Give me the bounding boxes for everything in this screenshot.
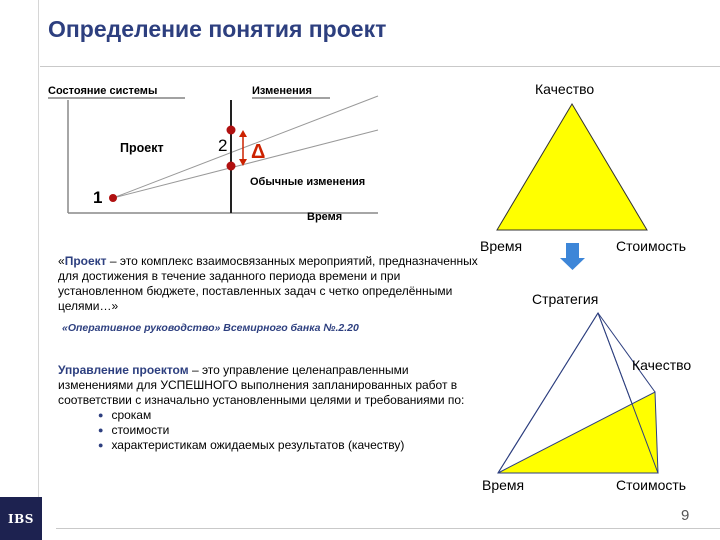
page-number: 9 (681, 507, 690, 524)
strategy-time-label: Время (482, 477, 525, 493)
pm-bullet-cost: ● стоимости (98, 423, 478, 438)
delta-label: Δ (251, 141, 266, 163)
definition-open-quote: « (58, 254, 65, 268)
pm-bullet-quality: ● характеристикам ожидаемых результатов (качеству) (98, 438, 478, 453)
point-1-label: 1 (93, 188, 103, 207)
definition-text: – это комплекс взаимосвязанных мероприятий, предназначенных для достижения в течение заданного периода времени и при установленном бюджете, поставленных задач с четко определёнными целями…» (58, 254, 478, 313)
point-2-label: 2 (218, 136, 228, 155)
pm-paragraph (58, 363, 478, 408)
triangle-top-label: Качество (535, 81, 595, 97)
project-triangle (497, 104, 647, 230)
triangle-left-label: Время (480, 238, 523, 254)
ibs-logo: IBS (0, 497, 42, 540)
strategy-face (498, 392, 658, 473)
project-definition (58, 254, 478, 314)
pm-bullet-deadlines: ● срокам (98, 408, 478, 423)
strategy-label: Стратегия (532, 291, 599, 307)
definition-term: Проект (64, 254, 107, 268)
y-axis-label: Состояние системы (48, 85, 158, 97)
triangle-right-label: Стоимость (616, 238, 687, 254)
pm-text: – это управление целенаправленными изменениями для УСПЕШНОГО выполнения запланированных работ в соответствии с изначально установленными целями и требованиями по: (58, 363, 465, 407)
changes-label: Изменения (252, 85, 312, 97)
project-label: Проект (120, 141, 164, 155)
slide-title: Определение понятия проект (48, 16, 387, 42)
strategy-quality-label: Качество (632, 357, 692, 373)
strategy-cost-label: Стоимость (616, 477, 687, 493)
pm-term: Управление проектом (58, 363, 189, 377)
definition-source: «Оперативное руководство» Всемирного банка №.2.20 (62, 322, 359, 334)
pm-definition (58, 363, 478, 453)
footer-line (56, 528, 720, 529)
strategy-edge-back (598, 313, 655, 392)
ordinary-changes-label: Обычные изменения (250, 176, 366, 188)
down-arrow (560, 243, 585, 270)
x-axis-label: Время (307, 211, 343, 223)
